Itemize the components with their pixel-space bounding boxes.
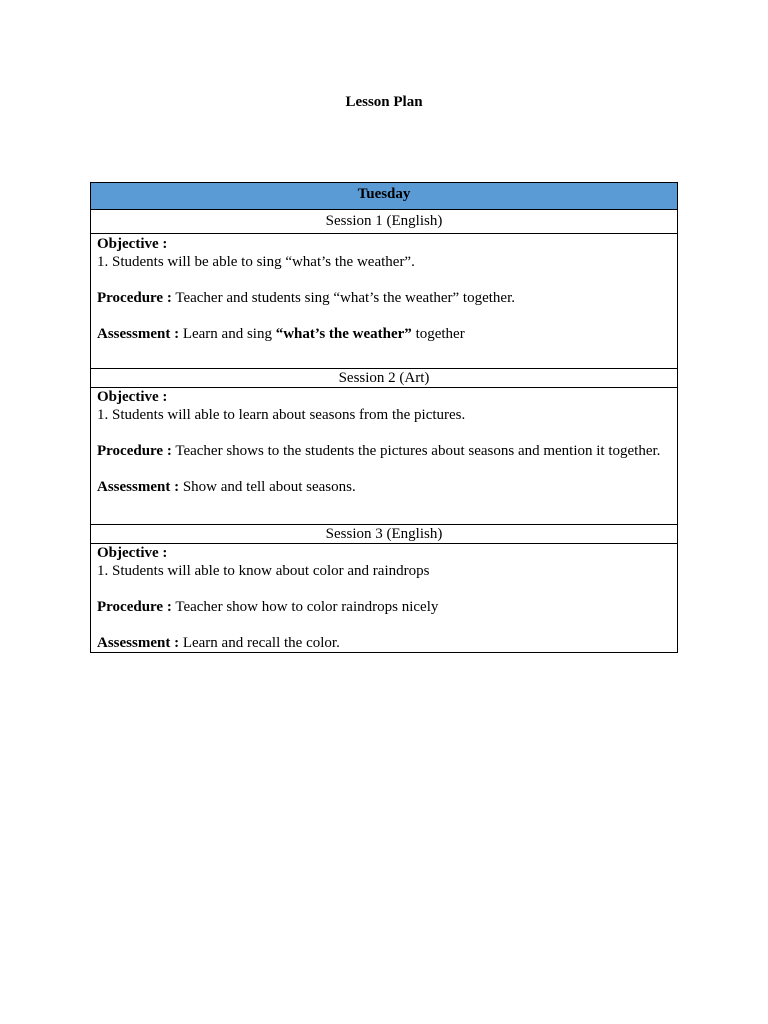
session-3-heading: Session 3 (English) (91, 525, 678, 544)
objective-label: Objective : (97, 236, 168, 252)
session-2-procedure: Teacher shows to the students the pictures about seasons and mention it together. (171, 443, 661, 459)
session-1-assessment-suffix: together (411, 326, 465, 342)
procedure-label: Procedure : (97, 290, 172, 306)
session-1-details (91, 234, 678, 369)
session-3-procedure: Teacher show how to color raindrops nicely (171, 599, 439, 615)
session-1-heading: Session 1 (English) (91, 210, 678, 234)
document-title: Lesson Plan (345, 94, 423, 110)
lesson-plan-table (90, 182, 678, 653)
session-1-assessment-prefix: Learn and sing (179, 326, 276, 342)
procedure-label: Procedure : (97, 443, 172, 459)
objective-label: Objective : (97, 389, 168, 405)
session-2-details (91, 388, 678, 525)
session-3-details (91, 544, 678, 653)
procedure-label: Procedure : (97, 599, 172, 615)
session-2-objective: 1. Students will able to learn about seasons from the pictures. (97, 407, 466, 423)
session-1-objective: 1. Students will be able to sing “what’s the weather”. (97, 254, 415, 270)
objective-label: Objective : (97, 545, 168, 561)
assessment-label: Assessment : (97, 479, 180, 495)
session-2-assessment: Show and tell about seasons. (179, 479, 356, 495)
session-1-procedure: Teacher and students sing “what’s the weather” together. (171, 290, 515, 306)
assessment-label: Assessment : (97, 635, 180, 651)
session-3-assessment: Learn and recall the color. (179, 635, 340, 651)
session-2-heading: Session 2 (Art) (91, 369, 678, 388)
day-header: Tuesday (91, 183, 678, 210)
assessment-label: Assessment : (97, 326, 180, 342)
session-3-objective: 1. Students will able to know about color and raindrops (97, 563, 430, 579)
session-1-assessment-emphasis: “what’s the weather” (275, 326, 412, 342)
